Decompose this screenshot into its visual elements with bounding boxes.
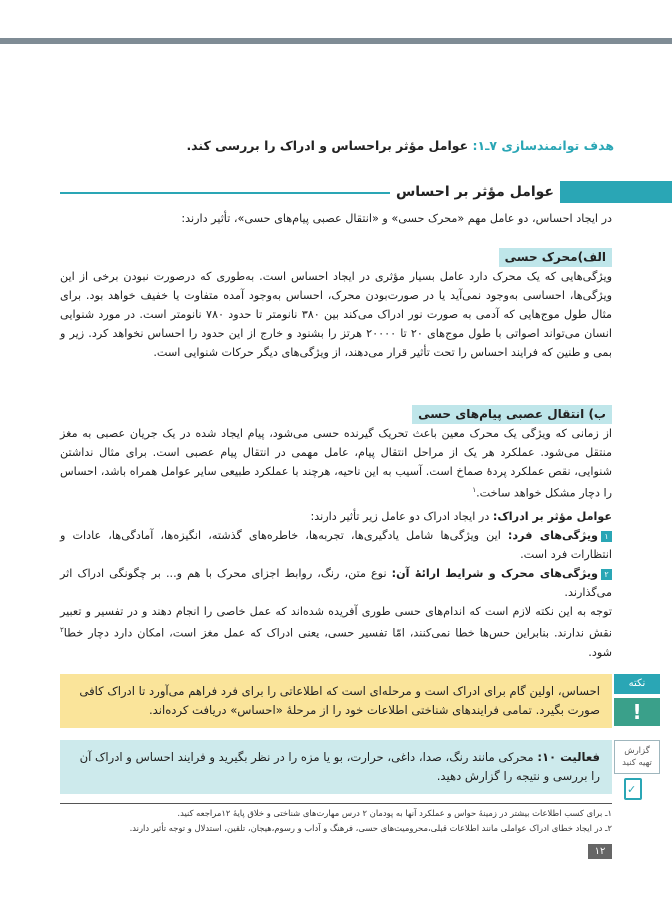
note-paragraph-end: شود. — [588, 645, 612, 659]
part-b-body: از زمانی که ویژگی یک محرک معین باعث تحریک گیرنده حسی می‌شود، پیام ایجاد شده در یک جریان عصبی به مغز منتقل می‌شود. عملکرد هر یک از مراحل انتقال پیام، عامل مهمی در انتقال پیام عصبی است. برای مثال نداشتن شنوایی، نقص عملکرد پردهٔ صماخ است. آسیب به این ناحیه، هرچند با عملکرد طبیعی سایر عوامل همراه باشد، احساس را دچار مشکل خواهد ساخت. — [60, 427, 612, 500]
report-tab — [614, 740, 660, 774]
top-header-bar — [0, 0, 672, 44]
activity-text: محرکی مانند رنگ، صدا، داغی، حرارت، بو یا مزه را در نظر بگیرید و فرایند احساس و ادراک آن را بررسی و نتیجه را گزارش دهید. — [79, 750, 600, 783]
tip-tab: نکته — [614, 674, 660, 694]
part-a — [60, 248, 612, 362]
item-1-text: این ویژگی‌ها شامل یادگیری‌ها، تجربه‌ها، خاطره‌های گذشته، انگیزه‌ها، آمادگی‌ها، عادات و انتظارات فرد است. — [60, 529, 612, 561]
part-b-body-wrap — [60, 424, 612, 503]
part-a-body: ویژگی‌هایی که یک محرک دارد عامل بسیار مؤثری در ایجاد احساس است. به‌طوری که درصورت نبودن برخی از این ویژگی‌ها، احساسی به‌وجود نمی‌آید یا در صورت‌بودن محرک، احساس به‌وجود آمده متفاوت یا خفیف خواهد بود. برای مثال طول موج‌هایی که آدمی به صورت نور ادراک می‌کند بین ۳۸۰ نانومتر تا حدود ۷۸۰ نانومتر است. در مورد شنوایی انسان می‌تواند اصواتی با طول موج‌های ۲۰ تا ۲۰۰۰۰ هرتز را بشنود و خارج از این حدود را احساس نخواهد کرد. زیر و بمی و طنین که فرایند احساس را تحت تأثیر قرار می‌دهند، از ویژگی‌های دیگر حرکات شنوایی است. — [60, 270, 613, 359]
footnote-2: ۲ـ در ایجاد خطای ادراک عواملی مانند اطلاعات قبلی،محرومیت‌های حسی، فرهنگ و آداب و رسوم،هیجان، تلقین، استدلال و توجه تأثیر دارند. — [129, 823, 612, 833]
report-checklist-icon — [624, 778, 642, 800]
item-1-title: ویژگی‌های فرد: — [507, 529, 598, 542]
footnote-1: ۱ـ برای کسب اطلاعات بیشتر در زمینهٔ حواس و عملکرد آنها به پودمان ۲ درس مهارت‌های شناختی و خلاق پایهٔ ۱۲مراجعه کنید. — [177, 808, 612, 818]
note-paragraph: توجه به این نکته لازم است که اندام‌های حسی طوری آفریده شده‌اند که عمل خاصی را انجام دهند و در تفسیر و تعبیر نقش ندارند. بنابراین حس‌ها خطا نمی‌کنند، امّا تفسیر حسی، یعنی ادراک که عمل مغز است، امکان دارد دچار خطا — [60, 605, 612, 640]
section-title: عوامل مؤثر بر احساس — [390, 181, 560, 203]
competency-goal — [54, 138, 614, 153]
part-b — [60, 405, 612, 503]
part-b-heading: ب) انتقال عصبی پیام‌های حسی — [412, 405, 612, 424]
section-color-block — [560, 181, 672, 203]
tip-box: احساس، اولین گام برای ادراک است و مرحله‌ای است که اطلاعاتی را برای فرد فراهم می‌آورد تا ادراک کافی صورت بگیرد. تمامی فرایندهای شناختی اطلاعات خود را از مرحلهٔ «احساس» دریافت کرده‌اند. — [60, 674, 612, 728]
report-tab-label-1: گزارش — [624, 746, 650, 756]
section-header — [60, 181, 672, 203]
goal-label: هدف توانمندسازی ۷ـ۱: — [472, 138, 614, 153]
perception-title: عوامل مؤثر بر ادراک: — [492, 510, 612, 523]
page-number: ۱۲ — [588, 844, 612, 859]
item-2-title: ویژگی‌های محرک و شرایط ارائهٔ آن: — [391, 567, 598, 580]
item-2-number: ۲ — [601, 569, 612, 580]
goal-text: عوامل مؤثر براحساس و ادراک را بررسی کند. — [186, 138, 473, 153]
footnote-ref-1: ۱ — [472, 486, 477, 494]
footnote-ref-2: ۲ — [60, 626, 64, 634]
intro-paragraph: در ایجاد احساس، دو عامل مهم «محرک حسی» و «انتقال عصبی پیام‌های حسی»، تأثیر دارند: — [181, 212, 612, 225]
perception-intro: در ایجاد ادراک دو عامل زیر تأثیر دارند: — [310, 510, 493, 523]
perception-block — [60, 507, 612, 662]
item-2-text: نوع متن، رنگ، روابط اجزای محرک با هم و... بر چگونگی ادراک اثر می‌گذارند. — [60, 567, 612, 599]
item-1-number: ۱ — [601, 531, 612, 542]
part-a-heading: الف)محرک حسی — [499, 248, 612, 267]
activity-title: فعالیت ۱۰: — [537, 750, 600, 764]
exclamation-icon: ! — [614, 698, 660, 726]
activity-box — [60, 740, 612, 794]
footnote-rule — [60, 803, 612, 804]
report-tab-label-2: تهیه کنید — [622, 758, 652, 768]
